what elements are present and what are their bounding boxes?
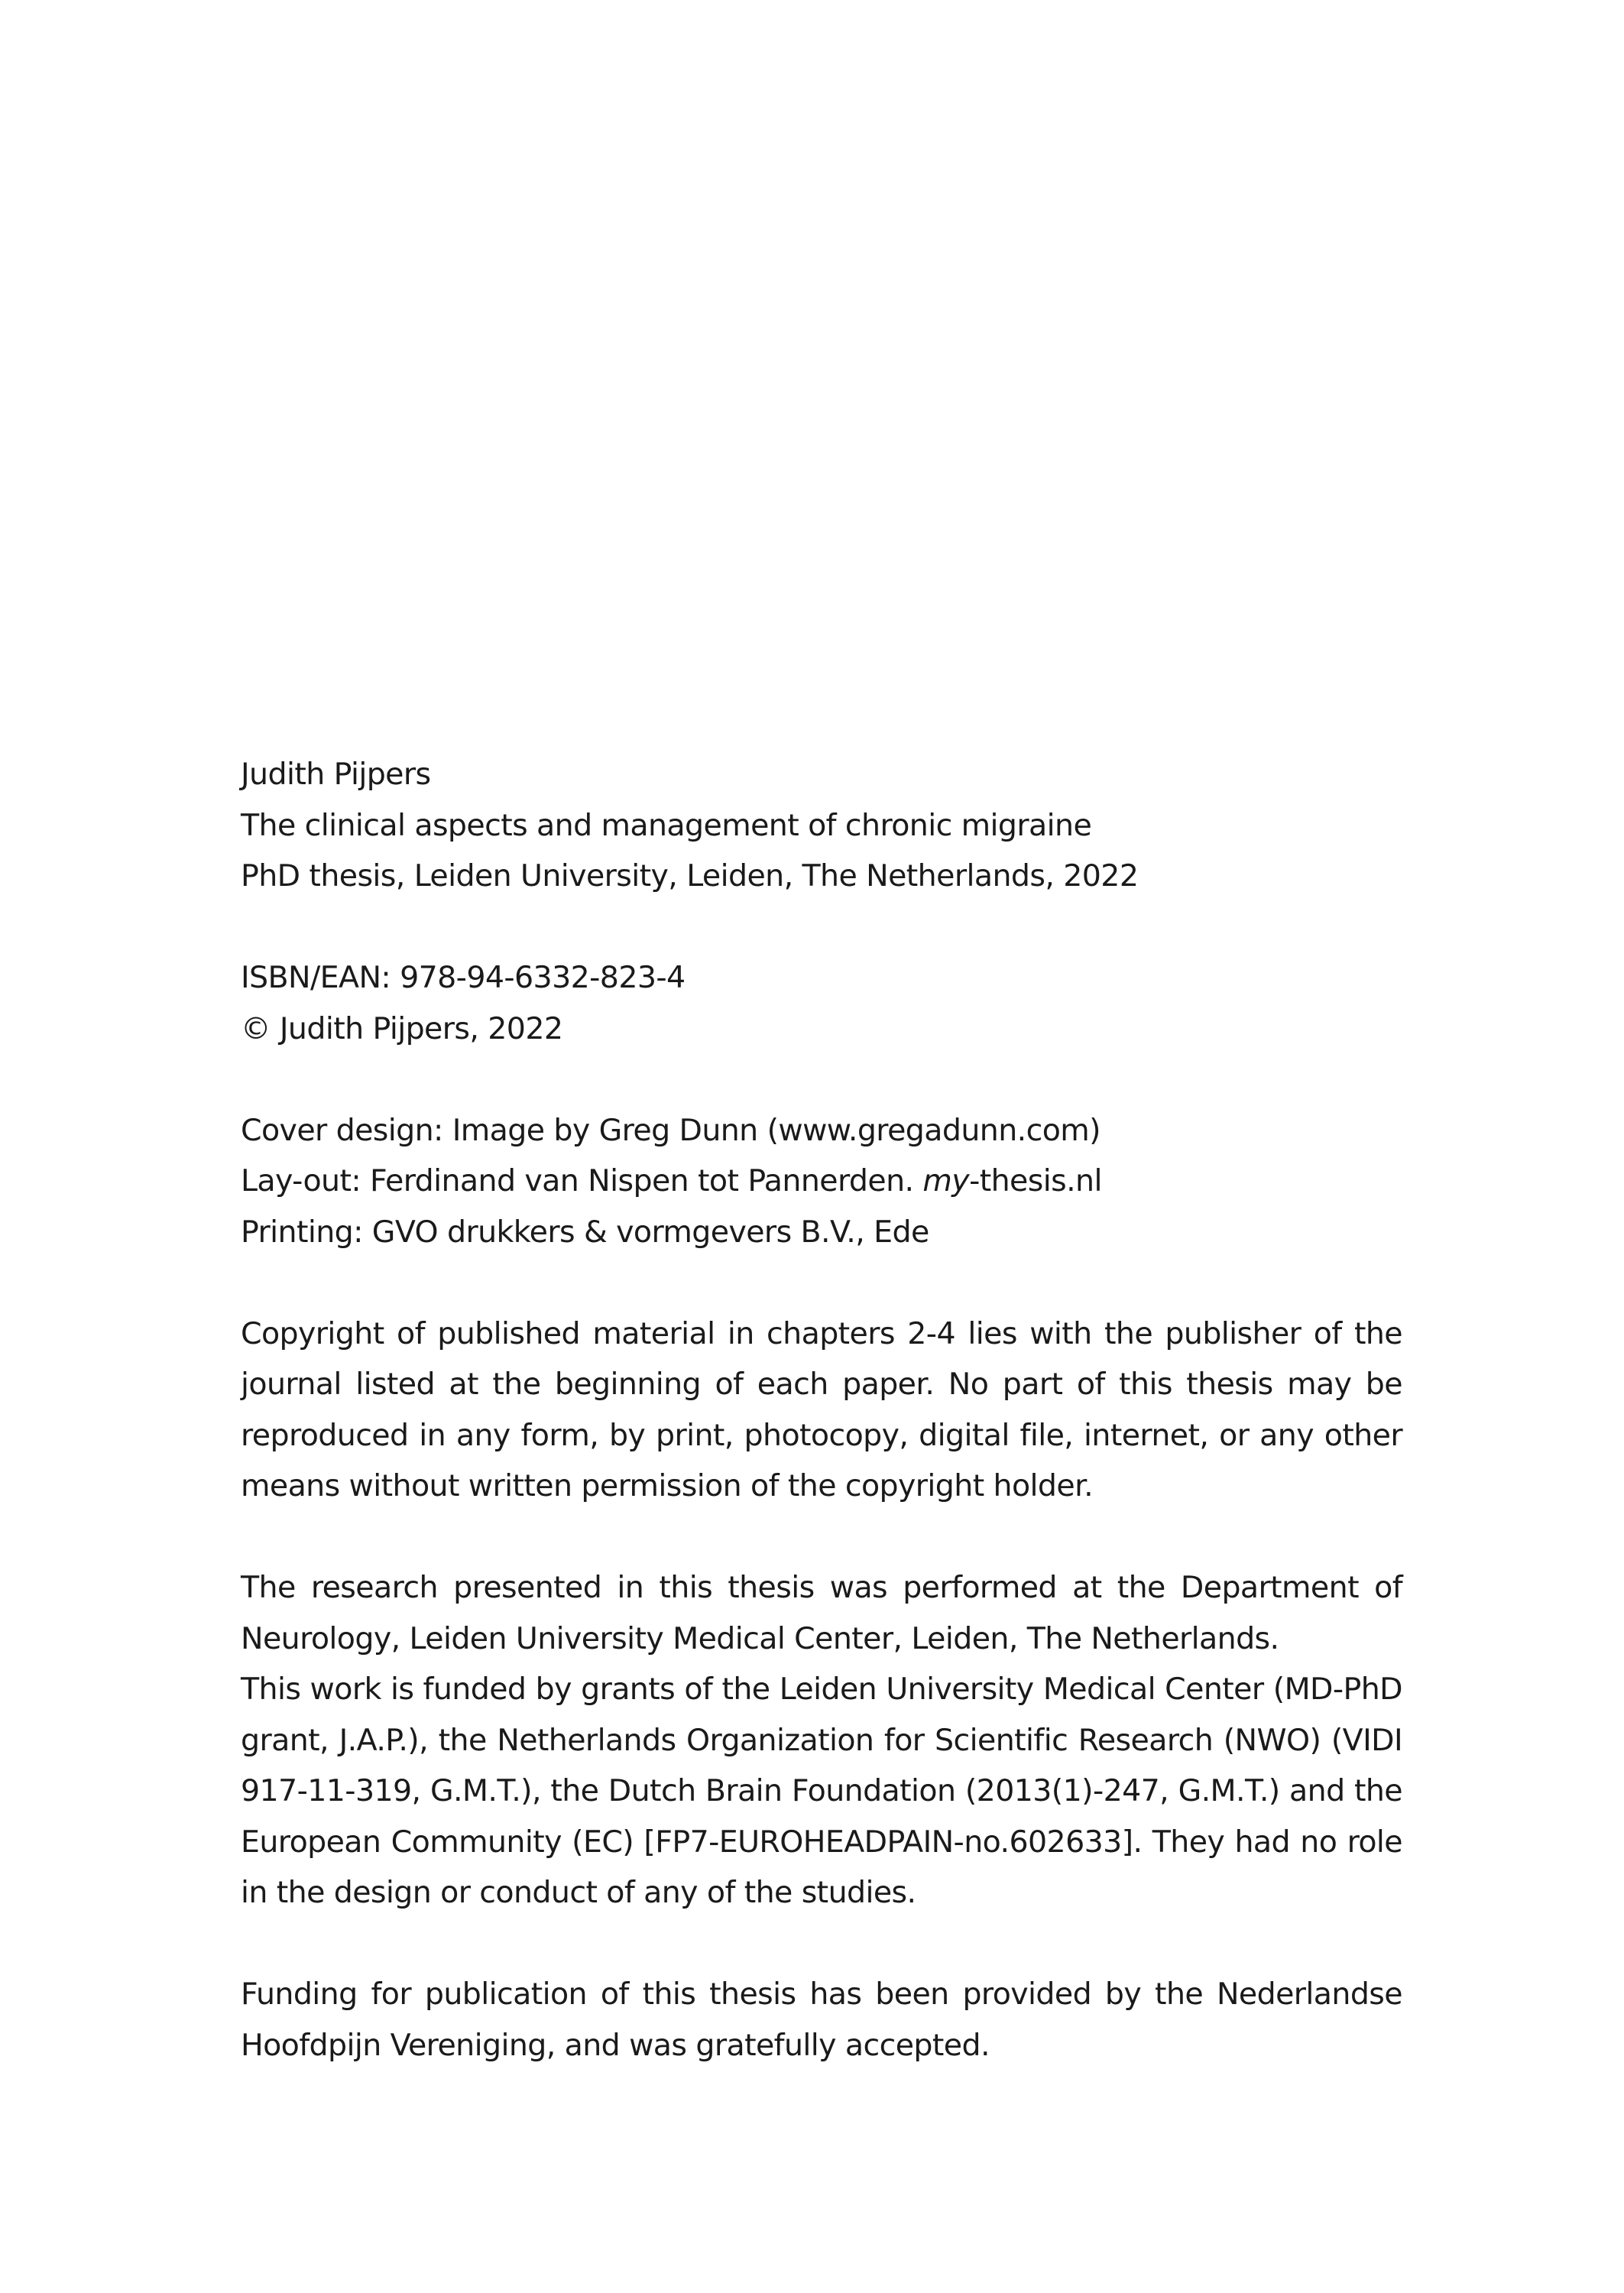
research-block: [241, 1562, 1402, 1918]
layout-credit: [241, 1156, 1402, 1207]
publication-funding: Funding for publication of this thesis has been provided by the Nederlandse Hoofdpijn Vereniging, and was gratefully accepted.: [241, 1977, 1402, 2063]
publication-funding-block: [241, 1969, 1402, 2071]
layout-credit-suffix: -thesis.nl: [969, 1163, 1102, 1198]
cover-design-credit: Cover design: Image by Greg Dunn (www.gregadunn.com): [241, 1112, 1100, 1148]
layout-credit-prefix: Lay-out: Ferdinand van Nispen tot Pannerden.: [241, 1163, 923, 1198]
copyright-notice-block: [241, 1309, 1402, 1512]
printing-credit: Printing: GVO drukkers & vormgevers B.V., Ede: [241, 1214, 929, 1250]
colophon: [241, 749, 1402, 2071]
research-funding: This work is funded by grants of the Leiden University Medical Center (MD-PhD grant, J.A.P.), the Netherlands Organization for Scientific Research (NWO) (VIDI 917-11-319, G.M.T.), the Dutch Brain Foundation (2013(1)-247, G.M.T.) and the European Community (EC) [FP7-EUROHEADPAIN-no.602633]. They had no role in the design or conduct of any of the studies.: [241, 1672, 1402, 1910]
isbn-block: [241, 952, 1402, 1054]
credits-block: [241, 1105, 1402, 1258]
copyright-line: © Judith Pijpers, 2022: [241, 1010, 563, 1046]
thesis-info: PhD thesis, Leiden University, Leiden, The Netherlands, 2022: [241, 858, 1139, 894]
research-department: The research presented in this thesis was performed at the Department of Neurology, Leiden University Medical Center, Leiden, The Netherlands.: [241, 1570, 1402, 1656]
isbn-line: ISBN/EAN: 978-94-6332-823-4: [241, 960, 686, 995]
thesis-title: The clinical aspects and management of chronic migraine: [241, 807, 1092, 843]
author-name: Judith Pijpers: [241, 757, 431, 792]
thesis-meta-block: [241, 749, 1402, 902]
layout-credit-italic: my: [922, 1163, 970, 1198]
copyright-notice: Copyright of published material in chapters 2-4 lies with the publisher of the journal listed at the beginning of each paper. No part of this thesis may be reproduced in any form, by print, photocopy, digital file, internet, or any other means without written permission of the copyright holder.: [241, 1315, 1402, 1503]
